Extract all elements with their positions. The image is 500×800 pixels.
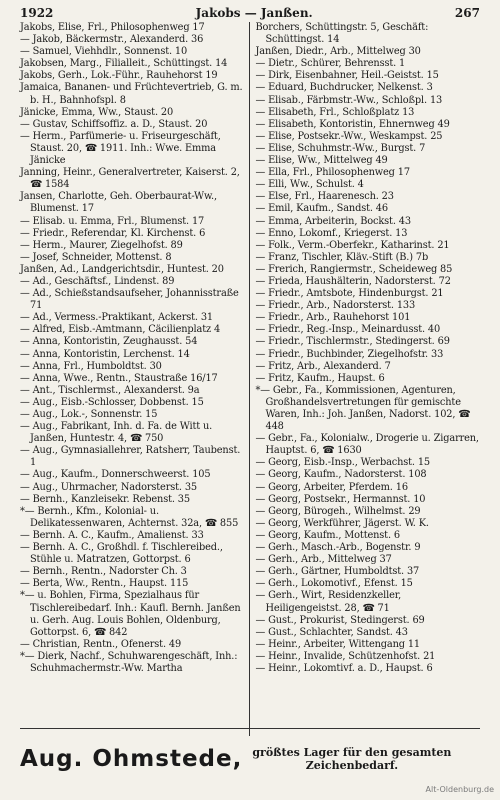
directory-entry: — Ad., Vermess.-Praktikant, Ackerst. 31 (20, 312, 213, 324)
directory-entry: — Anna, Wwe., Rentn., Staustraße 16/17 (20, 372, 218, 384)
left-column (20, 22, 250, 736)
directory-entry: *— u. Bohlen, Firma, Spezialhaus für Tischlereibedarf. Inh.: Kaufl. Bernh. Janßen u. Gerh. Aug. Louis Bohlen, Oldenburg, Gottorpst. 6, ☎ 842 (20, 590, 241, 638)
directory-entry: — Elise, Ww., Mittelweg 49 (255, 155, 388, 167)
directory-entry: — Samuel, Viehhdlr., Sonnenst. 10 (20, 46, 188, 58)
directory-entry: *— Gebr., Fa., Kommissionen, Agenturen, Großhandelsvertretungen für gemischte Waren, Inh.: Joh. Janßen, Nadorst. 102, ☎ 448 (255, 384, 471, 433)
directory-entry: — Anna, Kontoristin, Zeughausst. 54 (20, 336, 198, 348)
footer-advertisement (20, 728, 480, 789)
directory-entry: — Georg, Postsekr., Hermannst. 10 (255, 493, 426, 505)
directory-entry: — Ad., Schießstandsaufseher, Johannisstraße 71 (20, 288, 239, 312)
directory-entry: — Gust., Schlachter, Sandst. 43 (255, 626, 408, 638)
directory-entry: — Bernh. A. C., Kaufm., Amalienst. 33 (20, 529, 204, 541)
directory-entry: — Bernh., Kanzleisekr. Rebenst. 35 (20, 493, 190, 505)
directory-entry: — Aug., Kaufm., Donnerschweerst. 105 (20, 469, 211, 481)
right-column (250, 22, 481, 736)
directory-entry: — Elise, Postsekr.-Ww., Weskampst. 25 (255, 130, 443, 142)
directory-entry: — Gustav, Schiffsoffiz. a. D., Staust. 20 (20, 118, 208, 130)
directory-entry: — Eduard, Buchdrucker, Nelkenst. 3 (255, 82, 433, 94)
watermark: Alt-Oldenburg.de (425, 785, 494, 794)
directory-entry: Jänicke, Emma, Ww., Staust. 20 (20, 106, 174, 118)
directory-entry: Borchers, Schüttingstr. 5, Geschäft: Schüttingst. 14 (255, 22, 429, 46)
directory-entry: — Alfred, Eisb.-Amtmann, Cäcilienplatz 4 (20, 324, 221, 336)
directory-entry: — Elisab., Färbmstr.-Ww., Schloßpl. 13 (255, 94, 443, 106)
directory-entry: — Gust., Prokurist, Stedingerst. 69 (255, 614, 425, 626)
directory-entry: — Herm., Maurer, Ziegelhofst. 89 (20, 239, 183, 251)
directory-entry: — Anna, Frl., Humboldtst. 30 (20, 360, 162, 372)
directory-entry: — Josef, Schneider, Mottenst. 8 (20, 251, 172, 263)
directory-entry: — Heinr., Lokomtivf. a. D., Haupst. 6 (255, 662, 433, 674)
directory-entry: — Elisabeth, Kontoristin, Ehnernweg 49 (255, 118, 450, 130)
directory-entry: — Enno, Lokomf., Kriegerst. 13 (255, 227, 408, 239)
directory-entry: — Aug., Fabrikant, Inh. d. Fa. de Witt u. Janßen, Huntestr. 4, ☎ 750 (20, 421, 213, 445)
directory-entry: — Gerh., Lokomotivf., Efenst. 15 (255, 578, 413, 590)
directory-entry: — Dirk, Eisenbahner, Heil.-Geistst. 15 (255, 70, 439, 82)
directory-entry: — Georg, Kaufm., Mottenst. 6 (255, 529, 400, 541)
directory-entry: — Aug., Eisb.-Schlosser, Dobbenst. 15 (20, 396, 204, 408)
header-title: Jakobs — Janßen. (195, 6, 313, 20)
directory-entry: Janßen, Diedr., Arb., Mittelweg 30 (255, 46, 421, 58)
directory-entry: — Jakob, Bäckermstr., Alexanderd. 36 (20, 34, 204, 46)
header-year: 1922 (20, 6, 54, 20)
directory-entry: — Gerh., Arb., Mittelweg 37 (255, 554, 392, 566)
directory-entry: — Elli, Ww., Schulst. 4 (255, 179, 364, 191)
directory-entry: — Elisab. u. Emma, Frl., Blumenst. 17 (20, 215, 205, 227)
directory-entry: Jansen, Charlotte, Geh. Oberbaurat-Ww., Blumenst. 17 (20, 191, 217, 215)
directory-entry: — Heinr., Invalide, Schützenhofst. 21 (255, 650, 436, 662)
directory-entry: — Gebr., Fa., Kolonialw., Drogerie u. Zigarren, Hauptst. 6, ☎ 1630 (255, 433, 479, 457)
directory-entry: — Georg, Werkführer, Jägerst. W. K. (255, 517, 429, 529)
directory-entry: — Friedr., Arb., Rauhehorst 101 (255, 312, 411, 324)
ad-slogan-line-2: Zeichenbedarf. (305, 759, 399, 772)
directory-entry: — Ant., Tischlermst., Alexanderst. 9a (20, 384, 200, 396)
directory-entry: — Aug., Uhrmacher, Nadorsterst. 35 (20, 481, 197, 493)
ad-slogan-line-1: größtes Lager für den gesamten (252, 746, 452, 759)
directory-entry: — Aug., Gymnasiallehrer, Ratsherr, Taubenst. 1 (20, 445, 241, 469)
directory-entry: — Herm., Parfümerie- u. Friseurgeschäft, Staust. 20, ☎ 1911. Inh.: Wwe. Emma Jänicke (20, 130, 221, 167)
directory-entry: — Gerh., Gärtner, Humboldtst. 37 (255, 566, 420, 578)
directory-entry: — Heinr., Arbeiter, Wittengang 11 (255, 638, 421, 650)
directory-entry: — Friedr., Amtsbote, Hindenburgst. 21 (255, 288, 444, 300)
directory-entry: Jakobs, Gerh., Lok.-Führ., Rauhehorst 19 (20, 70, 218, 82)
directory-entry: — Georg, Kaufm., Nadorsterst. 108 (255, 469, 427, 481)
directory-entry: — Friedr., Arb., Nadorsterst. 133 (255, 300, 416, 312)
directory-entry: — Gerh., Wirt, Residenzkeller, Heiligengeistst. 28, ☎ 71 (255, 590, 402, 614)
directory-entry: — Fritz, Kaufm., Haupst. 6 (255, 372, 385, 384)
directory-entry: — Georg, Eisb.-Insp., Werbachst. 15 (255, 457, 431, 469)
directory-entry: — Emil, Kaufm., Sandst. 46 (255, 203, 388, 215)
directory-entry: Janßen, Ad., Landgerichtsdir., Huntest. 20 (20, 263, 224, 275)
directory-entry: — Ella, Frl., Philosophenweg 17 (255, 167, 410, 179)
directory-entry: — Frieda, Haushälterin, Nadorsterst. 72 (255, 275, 451, 287)
directory-entry: — Christian, Rentn., Ofenerst. 49 (20, 638, 182, 650)
directory-entry: *— Bernh., Kfm., Kolonial- u. Delikatessenwaren, Achternst. 32a, ☎ 855 (20, 505, 239, 529)
directory-entry: — Else, Frl., Haarenesch. 23 (255, 191, 394, 203)
ad-company-name: Aug. Ohmstede, (20, 746, 243, 772)
directory-entry: — Georg, Arbeiter, Pferdem. 16 (255, 481, 408, 493)
directory-entry: — Friedr., Reg.-Insp., Meinardusst. 40 (255, 324, 441, 336)
directory-entry: Jakobsen, Marg., Filialleit., Schüttingst. 14 (20, 58, 228, 70)
directory-entry: — Frerich, Rangiermstr., Scheideweg 85 (255, 263, 453, 275)
directory-entry: — Gerh., Masch.-Arb., Bogenstr. 9 (255, 542, 421, 554)
page-header (20, 6, 480, 20)
directory-entry: — Friedr., Referendar, Kl. Kirchenst. 6 (20, 227, 206, 239)
directory-entry: — Folk., Verm.-Oberfekr., Katharinst. 21 (255, 239, 450, 251)
directory-entry: — Bernh. A. C., Großhdl. f. Tischlereibed., Stühle u. Matratzen, Gottorpst. 6 (20, 542, 223, 566)
directory-entry: *— Dierk, Nachf., Schuhwarengeschäft, Inh.: Schuhmachermstr.-Ww. Martha (20, 650, 238, 674)
directory-entry: — Elise, Schuhmstr.-Ww., Burgst. 7 (255, 142, 426, 154)
directory-entry: — Ad., Geschäftsf., Lindenst. 89 (20, 275, 175, 287)
directory-entry: — Fritz, Arb., Alexanderd. 7 (255, 360, 391, 372)
directory-entry: — Anna, Kontoristin, Lerchenst. 14 (20, 348, 190, 360)
directory-entry: — Franz, Tischler, Kläv.-Stift (B.) 7b (255, 251, 429, 263)
directory-entry: Jamaica, Bananen- und Früchtevertrieb, G. m. b. H., Bahnhofspl. 8 (20, 82, 243, 106)
ad-slogan (252, 746, 451, 772)
directory-columns (20, 22, 480, 736)
directory-entry: — Aug., Lok.-, Sonnenstr. 15 (20, 409, 158, 420)
directory-entry: — Emma, Arbeiterin, Bockst. 43 (255, 215, 411, 227)
header-page-number: 267 (454, 6, 480, 20)
directory-entry: — Bernh., Rentn., Nadorster Ch. 3 (20, 566, 187, 578)
directory-entry: — Friedr., Tischlermstr., Stedingerst. 69 (255, 336, 450, 348)
directory-entry: — Friedr., Buchbinder, Ziegelhofstr. 33 (255, 348, 444, 360)
directory-entry: — Georg, Bürogeh., Wilhelmst. 29 (255, 505, 421, 517)
directory-entry: Jakobs, Elise, Frl., Philosophenweg 17 (20, 22, 205, 33)
directory-entry: — Berta, Ww., Rentn., Haupst. 115 (20, 578, 189, 590)
directory-entry: — Dietr., Schürer, Behrensst. 1 (255, 58, 406, 70)
directory-entry: Janning, Heinr., Generalvertreter, Kaiserst. 2, ☎ 1584 (20, 167, 240, 191)
directory-entry: — Elisabeth, Frl., Schloßplatz 13 (255, 106, 415, 118)
